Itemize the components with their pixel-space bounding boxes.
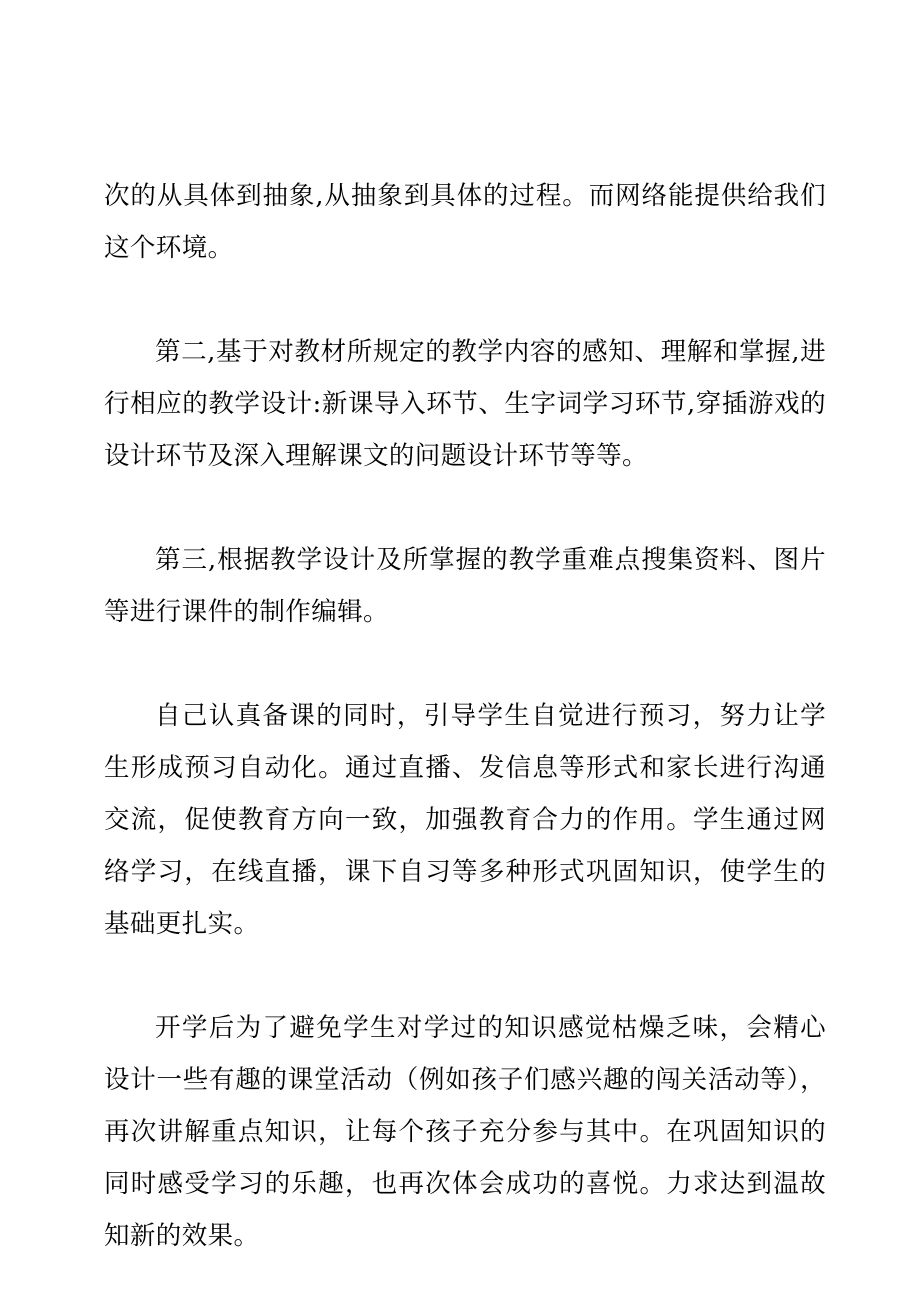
document-body xyxy=(104,170,826,1314)
paragraph-1: 次的从具体到抽象,从抽象到具体的过程。而网络能提供给我们这个环境。 xyxy=(104,181,826,263)
paragraph-2: 第二,基于对教材所规定的教学内容的感知、理解和掌握,进行相应的教学设计:新课导入环节、生字词学习环节,穿插游戏的设计环节及深入理解课文的问题设计环节等等。 xyxy=(104,337,826,471)
paragraph-5: 开学后为了避免学生对学过的知识感觉枯燥乏味，会精心设计一些有趣的课堂活动（例如孩子们感兴趣的闯关活动等），再次讲解重点知识，让每个孩子充分参与其中。在巩固知识的同时感受学习的乐趣，也再次体会成功的喜悦。力求达到温故知新的效果。 xyxy=(104,1013,826,1251)
paragraph-4: 自己认真备课的同时，引导学生自觉进行预习，努力让学生形成预习自动化。通过直播、发信息等形式和家长进行沟通交流，促使教育方向一致，加强教育合力的作用。学生通过网络学习，在线直播，课下自习等多种形式巩固知识，使学生的基础更扎实。 xyxy=(104,701,826,939)
paragraph-3: 第三,根据教学设计及所掌握的教学重难点搜集资料、图片等进行课件的制作编辑。 xyxy=(104,545,826,627)
